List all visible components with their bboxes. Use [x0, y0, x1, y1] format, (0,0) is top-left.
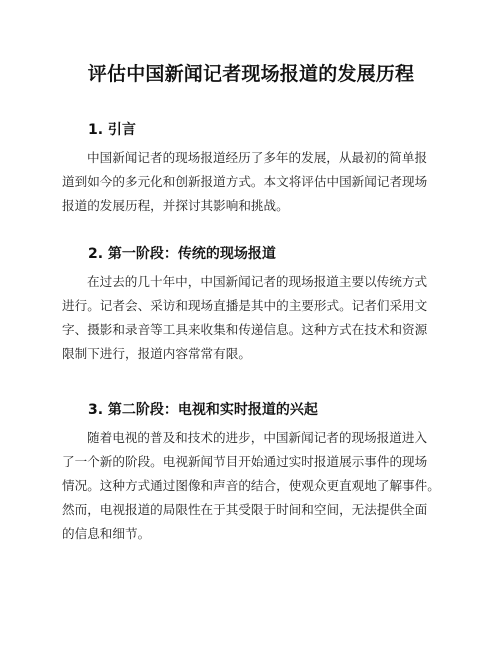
section-2-paragraph — [62, 270, 472, 366]
section-2-heading: 2. 第一阶段：传统的现场报道 — [88, 246, 276, 262]
paragraph-line: 中国新闻记者的现场报道经历了多年的发展，从最初的简单报 — [87, 150, 428, 165]
section-1-heading: 1. 引言 — [88, 122, 136, 138]
section-1-paragraph — [62, 146, 472, 218]
paragraph-line: 限制下进行，报道内容常常有限。 — [62, 346, 251, 361]
document-title: 评估中国新闻记者现场报道的发展历程 — [87, 63, 415, 85]
paragraph-line: 进行。记者会、采访和现场直播是其中的主要形式。记者们采用文 — [62, 298, 428, 313]
section-3-heading: 3. 第二阶段：电视和实时报道的兴起 — [88, 402, 318, 418]
paragraph-line: 随着电视的普及和技术的进步，中国新闻记者的现场报道进入 — [87, 430, 428, 445]
paragraph-line: 在过去的几十年中，中国新闻记者的现场报道主要以传统方式 — [87, 274, 428, 289]
paragraph-line: 字、摄影和录音等工具来收集和传递信息。这种方式在技术和资源 — [62, 322, 428, 337]
section-3-paragraph — [62, 426, 472, 546]
paragraph-line: 然而，电视报道的局限性在于其受限于时间和空间，无法提供全面 — [62, 502, 428, 517]
paragraph-line: 的信息和细节。 — [62, 526, 151, 541]
paragraph-line: 情况。这种方式通过图像和声音的结合，使观众更直观地了解事件。 — [62, 478, 440, 493]
paragraph-line: 了一个新的阶段。电视新闻节目开始通过实时报道展示事件的现场 — [62, 454, 428, 469]
paragraph-line: 道到如今的多元化和创新报道方式。本文将评估中国新闻记者现场 — [62, 174, 428, 189]
paragraph-line: 报道的发展历程，并探讨其影响和挑战。 — [62, 198, 289, 213]
